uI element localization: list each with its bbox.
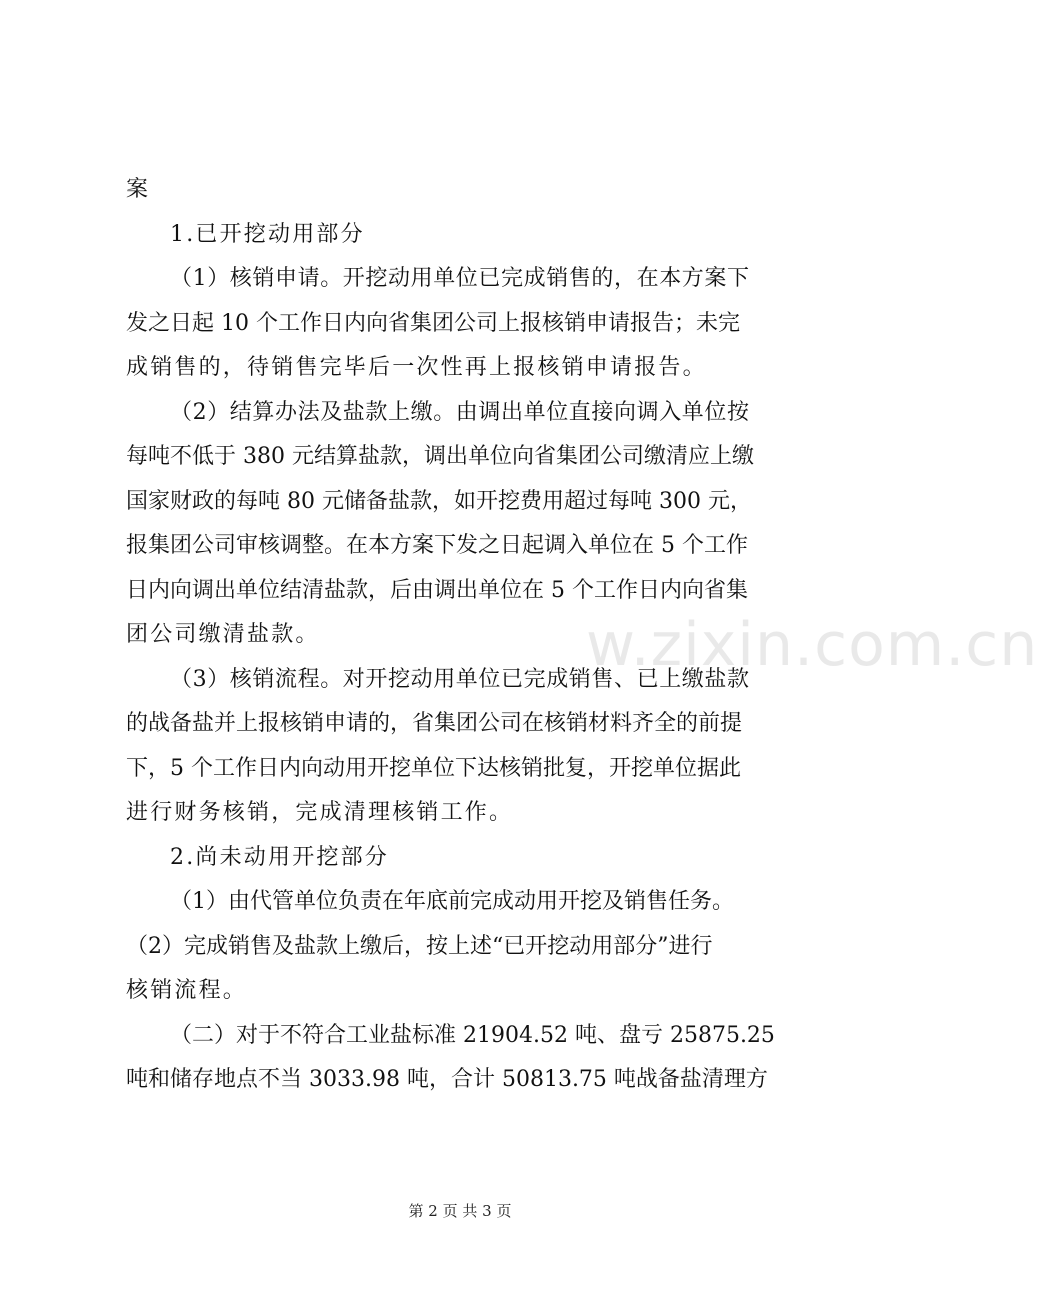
text-line: （二）对于不符合工业盐标准 21904.52 吨、盘亏 25875.25 <box>170 1022 775 1048</box>
text-line: 下，5 个工作日内向动用开挖单位下达核销批复，开挖单位据此 <box>126 755 741 781</box>
text-line: （3）核销流程。对开挖动用单位已完成销售、已上缴盐款 <box>170 666 750 692</box>
watermark: w.zixin.com.cn <box>586 610 1038 680</box>
text-line: （2）完成销售及盐款上缴后，按上述“已开挖动用部分”进行 <box>126 933 713 959</box>
section-heading: 1.已开挖动用部分 <box>170 221 365 247</box>
text-line: 发之日起 10 个工作日内向省集团公司上报核销申请报告；未完 <box>126 310 740 336</box>
body-text <box>126 168 804 1103</box>
text-line: （2）结算办法及盐款上缴。由调出单位直接向调入单位按 <box>170 399 750 425</box>
text-line: 吨和储存地点不当 3033.98 吨，合计 50813.75 吨战备盐清理方 <box>126 1067 768 1092</box>
text-line: 每吨不低于 380 元结算盐款，调出单位向省集团公司缴清应上缴 <box>126 444 754 469</box>
text-line: （1）由代管单位负责在年底前完成动用开挖及销售任务。 <box>170 889 734 914</box>
text-line: 核销流程。 <box>126 978 248 1003</box>
section-heading: 2.尚未动用开挖部分 <box>170 844 389 870</box>
text-line: 进行财务核销，完成清理核销工作。 <box>126 800 514 825</box>
text-line: 报集团公司审核调整。在本方案下发之日起调入单位在 5 个工作 <box>126 533 748 558</box>
text-line: 团公司缴清盐款。 <box>126 622 320 647</box>
text-line: 成销售的，待销售完毕后一次性再上报核销申请报告。 <box>126 355 707 380</box>
text-line: 的战备盐并上报核销申请的，省集团公司在核销材料齐全的前提 <box>126 711 743 736</box>
text-line: 日内向调出单位结清盐款，后由调出单位在 5 个工作日内向省集 <box>126 577 748 603</box>
page-footer: 第 2 页 共 3 页 <box>408 1202 512 1220</box>
text-line: 国家财政的每吨 80 元储备盐款，如开挖费用超过每吨 300 元， <box>126 488 752 514</box>
text-line: （1）核销申请。开挖动用单位已完成销售的，在本方案下 <box>170 266 750 291</box>
text-line: 案 <box>126 177 151 202</box>
